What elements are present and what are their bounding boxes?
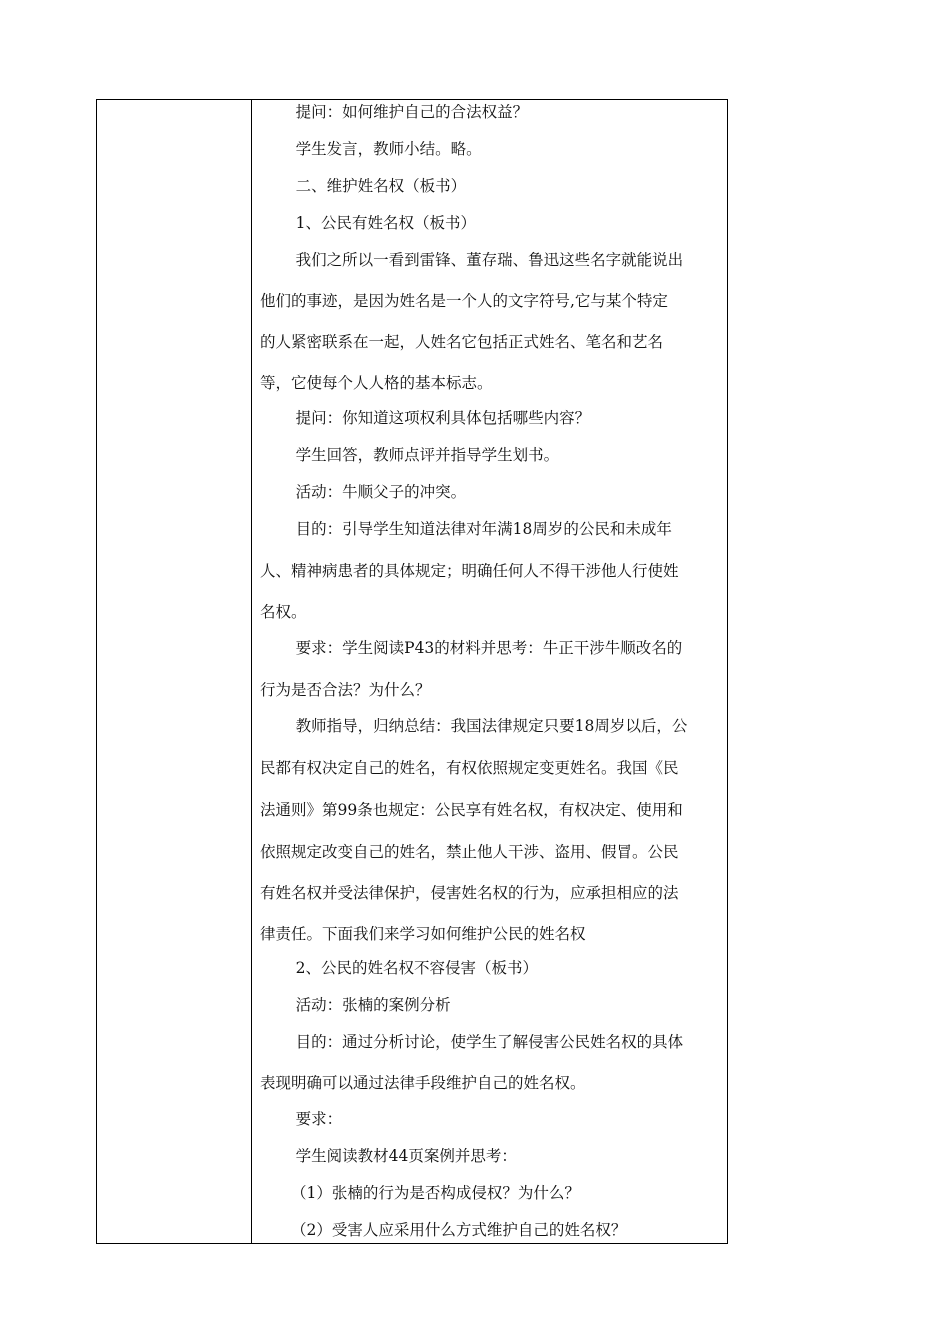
- paragraph-name-meaning-3: 的人紧密联系在一起，人姓名它包括正式姓名、笔名和艺名: [260, 333, 664, 351]
- paragraph-purpose-1: 目的：引导学生知道法律对年满18周岁的公民和未成年: [295, 520, 672, 538]
- section-heading-name-right: 二、维护姓名权（板书）: [295, 177, 467, 195]
- paragraph-teacher-4: 依照规定改变自己的姓名，禁止他人干涉、盗用、假冒。公民: [260, 843, 679, 861]
- line-student-speech: 学生发言，教师小结。略。: [295, 140, 482, 158]
- left-column-cell: [97, 100, 252, 1243]
- line-requirement-label: 要求：: [295, 1110, 343, 1128]
- paragraph-name-meaning-2: 他们的事迹，是因为姓名是一个人的文字符号,它与某个特定: [260, 292, 668, 310]
- question-2: （2）受害人应采用什么方式维护自己的姓名权？: [291, 1221, 627, 1239]
- paragraph-purpose2-2: 表现明确可以通过法律手段维护自己的姓名权。: [260, 1074, 586, 1092]
- paragraph-teacher-6: 律责任。下面我们来学习如何维护公民的姓名权: [260, 925, 586, 943]
- line-student-answer: 学生回答，教师点评并指导学生划书。: [295, 446, 560, 464]
- subheading-citizen-name-right: 1、公民有姓名权（板书）: [295, 214, 477, 232]
- paragraph-requirement-1: 要求：学生阅读P43的材料并思考：牛正干涉牛顺改名的: [295, 639, 683, 657]
- paragraph-teacher-3: 法通则》第99条也规定：公民享有姓名权，有权决定、使用和: [260, 801, 683, 819]
- paragraph-teacher-5: 有姓名权并受法律保护，侵害姓名权的行为，应承担相应的法: [260, 884, 679, 902]
- paragraph-purpose-2: 人、精神病患者的具体规定；明确任何人不得干涉他人行使姓: [260, 562, 679, 580]
- line-read-textbook: 学生阅读教材44页案例并思考：: [295, 1147, 517, 1165]
- paragraph-purpose2-1: 目的：通过分析讨论，使学生了解侵害公民姓名权的具体: [295, 1033, 684, 1051]
- paragraph-teacher-1: 教师指导，归纳总结：我国法律规定只要18周岁以后，公: [295, 717, 688, 735]
- line-question-content: 提问：你知道这项权利具体包括哪些内容？: [295, 409, 591, 427]
- question-1: （1）张楠的行为是否构成侵权？为什么？: [291, 1184, 580, 1202]
- paragraph-purpose-3: 名权。: [260, 603, 307, 621]
- paragraph-name-meaning-1: 我们之所以一看到雷锋、董存瑞、鲁迅这些名字就能说出: [295, 251, 684, 269]
- paragraph-teacher-2: 民都有权决定自己的姓名，有权依照规定变更姓名。我国《民: [260, 759, 679, 777]
- lesson-table: [96, 99, 728, 1244]
- line-activity-niu: 活动：牛顺父子的冲突。: [295, 483, 467, 501]
- content-cell: [253, 100, 727, 1243]
- line-question-rights: 提问：如何维护自己的合法权益？: [295, 103, 529, 121]
- subheading-name-right-inviolable: 2、公民的姓名权不容侵害（板书）: [295, 959, 539, 977]
- paragraph-requirement-2: 行为是否合法？为什么？: [260, 681, 431, 699]
- line-activity-zhangnan: 活动：张楠的案例分析: [295, 996, 451, 1014]
- paragraph-name-meaning-4: 等，它使每个人人格的基本标志。: [260, 374, 493, 392]
